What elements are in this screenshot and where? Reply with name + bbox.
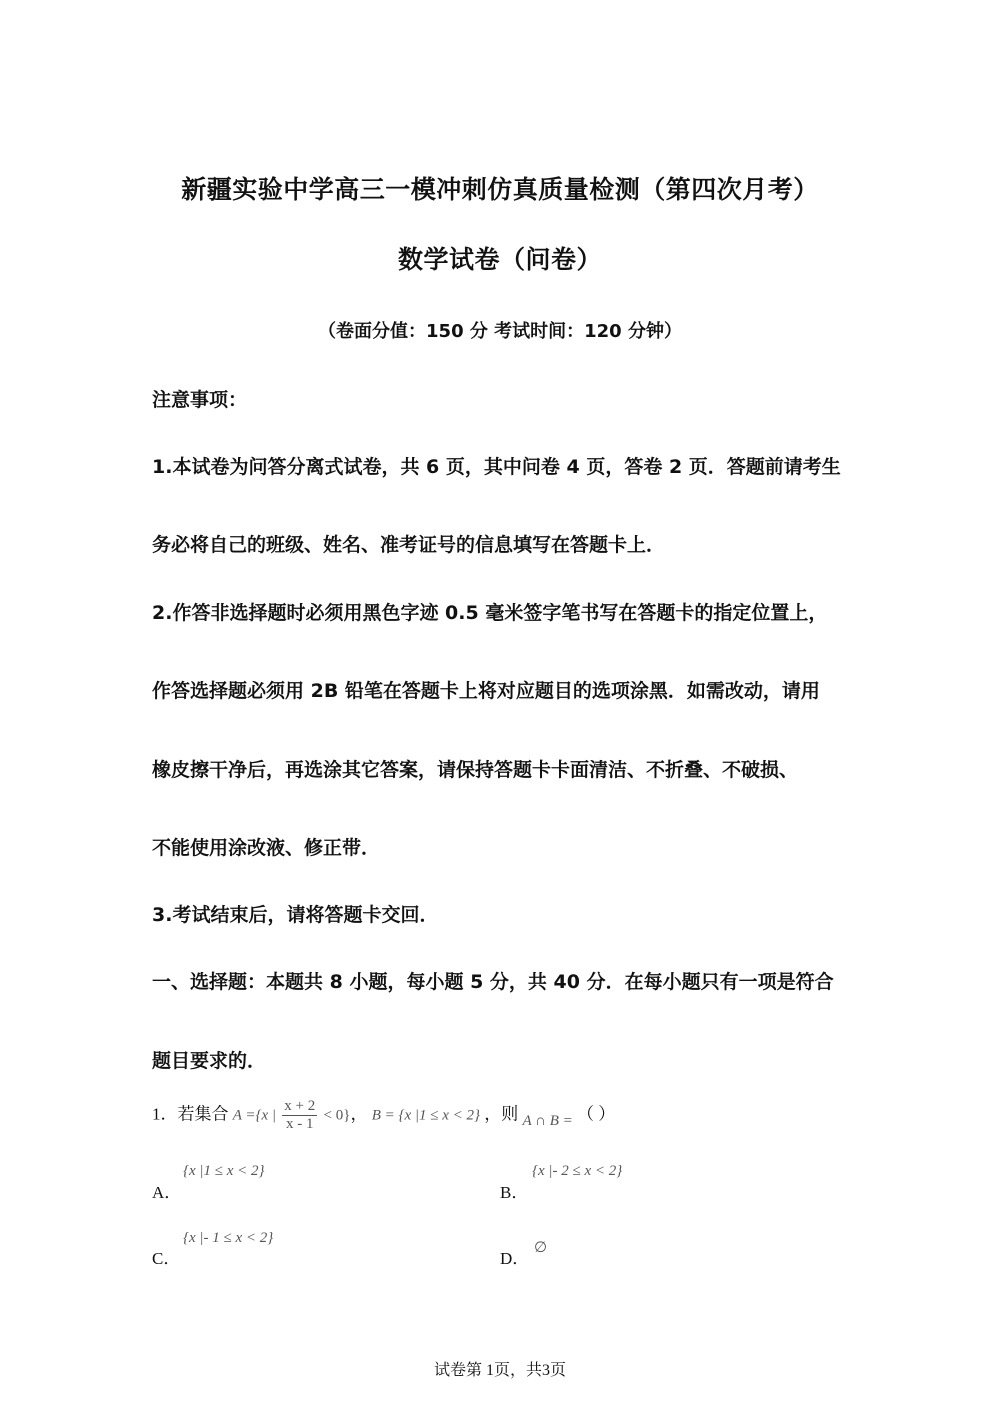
question-number: 1．若集合 (152, 1104, 229, 1124)
option-d-math: ∅ (534, 1240, 548, 1256)
exam-title: 新疆实验中学高三一模冲刺仿真质量检测（第四次月考） (181, 175, 819, 204)
section-heading: 一、选择题：本题共 8 小题，每小题 5 分，共 40 分．在每小题只有一项是符合 (152, 971, 834, 993)
option-b[interactable] (500, 1178, 528, 1203)
option-b-math: {x |- 2 ≤ x < 2} (532, 1163, 623, 1179)
exam-subtitle: 数学试卷（问卷） (397, 245, 602, 274)
score-info: （卷面分值：150 分 考试时间：120 分钟） (318, 321, 682, 342)
comma: ， (350, 1104, 368, 1124)
question-1 (152, 1098, 615, 1133)
fraction-denominator: x - 1 (286, 1116, 314, 1132)
then-text: ，则 (484, 1104, 519, 1124)
answer-paren: （ ） (577, 1104, 616, 1124)
notes-heading: 注意事项： (152, 389, 248, 411)
page-footer: 试卷第 1页，共3页 (433, 1362, 566, 1379)
set-a-fraction (282, 1098, 317, 1133)
option-label: A． (152, 1183, 182, 1202)
option-c-math: {x |- 1 ≤ x < 2} (183, 1230, 274, 1246)
option-d[interactable] (500, 1244, 529, 1269)
intersection-expr: A ∩ B = (522, 1113, 573, 1130)
option-label: D． (500, 1249, 530, 1268)
notes-line: 1.本试卷为问答分离式试卷，共 6 页，其中问卷 4 页，答卷 2 页．答题前请考生 (152, 456, 841, 478)
notes-line: 3.考试结束后，请将答题卡交回． (152, 904, 439, 926)
section-heading-cont: 题目要求的． (152, 1050, 267, 1072)
notes-line: 2.作答非选择题时必须用黑色字迹 0.5 毫米签字笔书写在答题卡的指定位置上， (152, 602, 828, 624)
set-b: B = {x |1 ≤ x < 2} (371, 1107, 481, 1124)
option-a[interactable] (152, 1178, 181, 1203)
option-label: B． (500, 1183, 529, 1202)
option-label: C． (152, 1249, 181, 1268)
fraction-numerator: x + 2 (284, 1098, 316, 1114)
notes-line: 不能使用涂改液、修正带． (152, 837, 381, 859)
notes-line: 务必将自己的班级、姓名、准考证号的信息填写在答题卡上． (152, 534, 666, 556)
option-c[interactable] (152, 1244, 180, 1269)
set-a-prefix: A ={x | (232, 1107, 277, 1124)
notes-line: 作答选择题必须用 2B 铅笔在答题卡上将对应题目的选项涂黑．如需改动，请用 (152, 680, 820, 702)
set-a-suffix: < 0} (323, 1107, 351, 1124)
notes-line: 橡皮擦干净后，再选涂其它答案，请保持答题卡卡面清洁、不折叠、不破损、 (152, 759, 799, 781)
option-a-math: {x |1 ≤ x < 2} (183, 1163, 265, 1179)
